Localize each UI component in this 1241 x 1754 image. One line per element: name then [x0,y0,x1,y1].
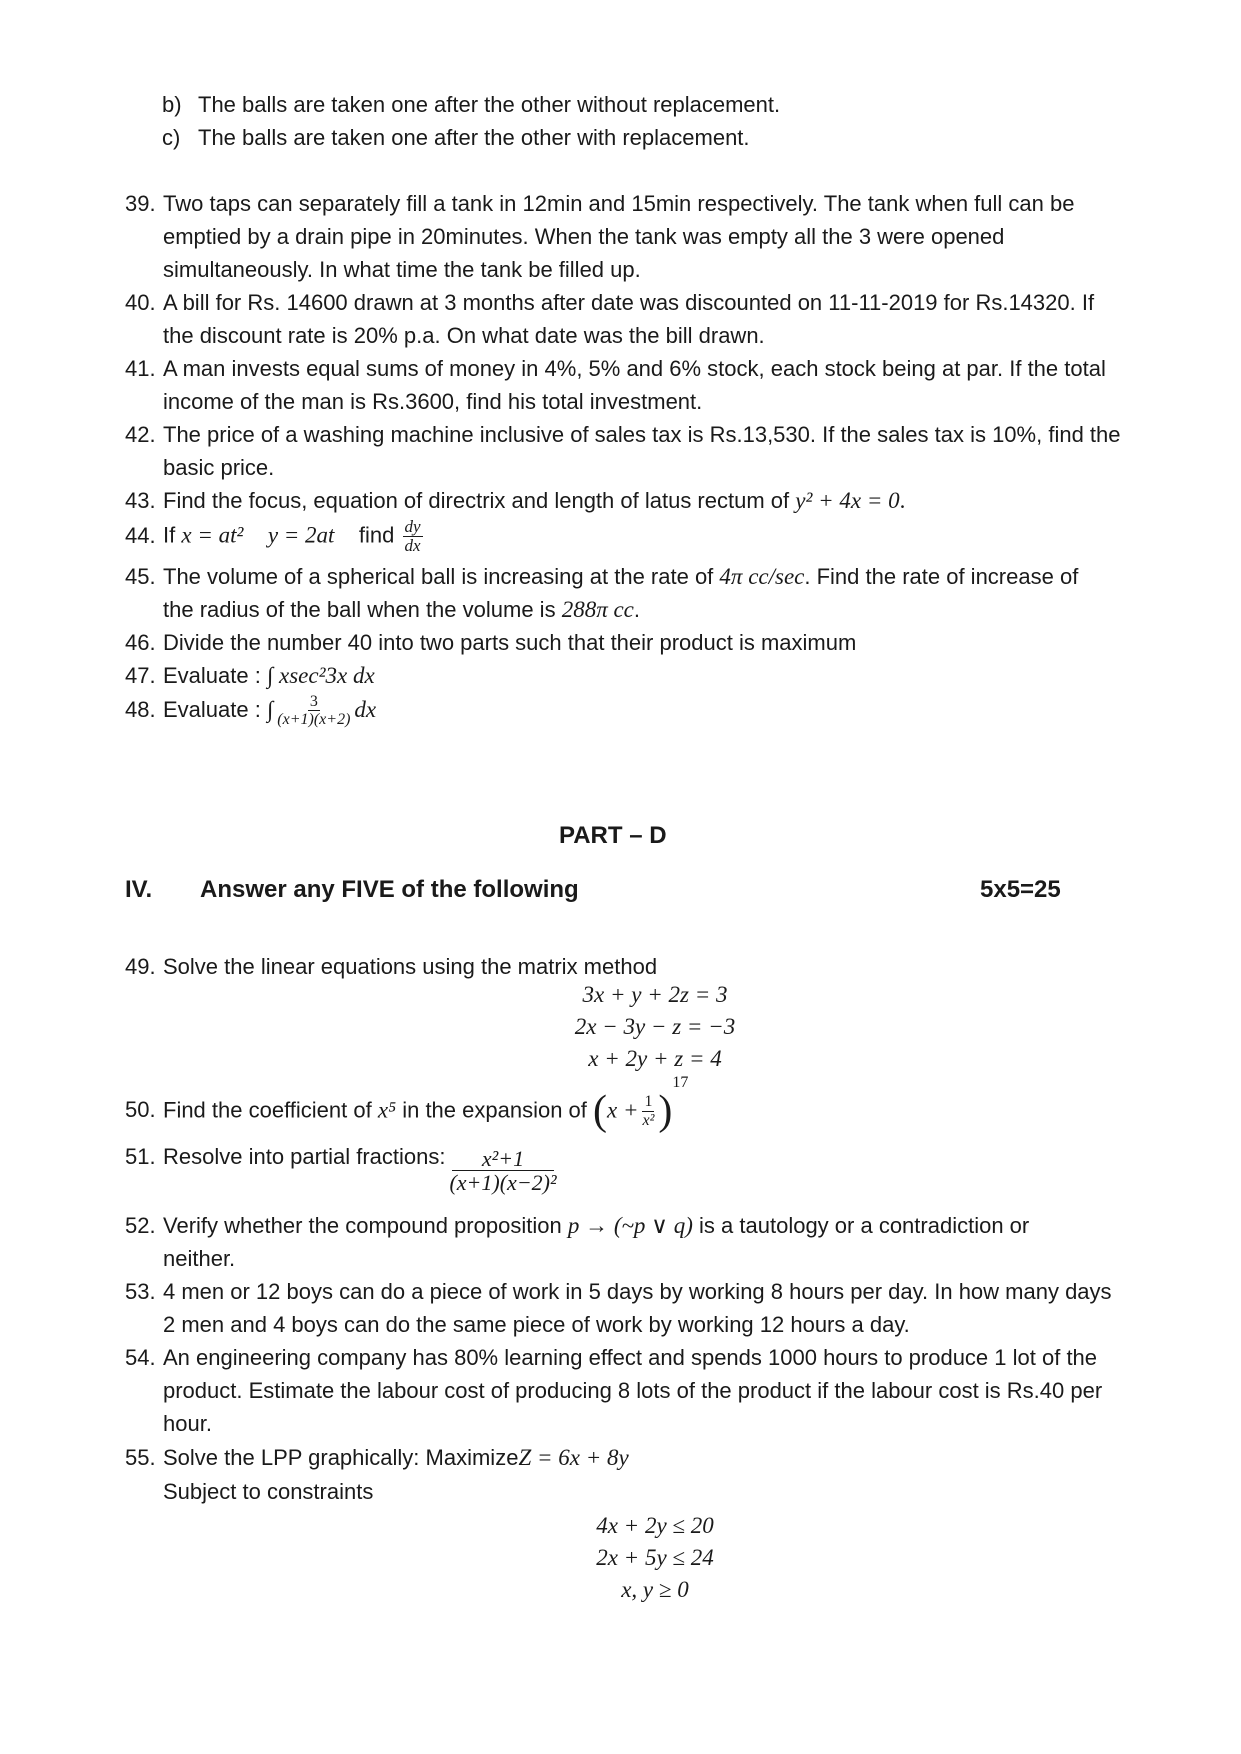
question-45-line2 [163,593,640,626]
question-45 [125,560,1078,593]
question-number: 43. [125,488,156,513]
question-43 [125,484,905,517]
question-number: 41. [125,356,156,381]
option-label: b) [162,92,182,117]
question-54-line2: product. Estimate the labour cost of producing 8 lots of the product if the labour cost is Rs.40 per [163,1378,1103,1403]
question-48 [125,693,376,729]
question-text: Evaluate : [163,663,261,688]
question-number: 49. [125,954,156,979]
question-number: 51. [125,1144,156,1169]
exponent: 17 [672,1074,689,1091]
question-text-cont: . Find the rate of increase of [804,564,1079,589]
equation-x: x = at² [181,522,244,548]
question-51 [125,1140,561,1195]
question-number: 42. [125,422,156,447]
fraction-denominator: (x+1)(x+2) [277,711,351,729]
fraction-numerator: 1 [644,1092,653,1110]
fraction-denominator: dx [404,535,421,555]
dx: dx [354,697,377,722]
option-text: The balls are taken one after the other with replacement. [198,125,750,150]
rate-expression: 4π cc/sec [719,564,805,589]
integrand-fraction [275,694,352,729]
option-label: c) [162,125,181,150]
integral-sign: ∫ [266,697,274,722]
question-number: 48. [125,697,156,722]
question-40 [125,286,1094,319]
question-text: Find the focus, equation of directrix and length of latus rectum of [163,488,790,513]
question-number: 47. [125,663,156,688]
question-41-line2: income of the man is Rs.3600, find his total investment. [163,389,703,414]
fraction-denominator: x² [642,1111,655,1129]
derivative-fraction [403,518,423,556]
question-55 [125,1441,629,1474]
question-44 [125,518,425,556]
question-number: 55. [125,1445,156,1470]
question-52 [125,1209,1029,1242]
question-text: Solve the linear equations using the matrix method [163,954,658,979]
question-50 [125,1074,689,1135]
binomial-x: x + [607,1097,639,1123]
constraint-3: x, y ≥ 0 [621,1577,689,1602]
question-text: Two taps can separately fill a tank in 12min and 15min respectively. The tank when full can be [163,191,1075,216]
question-text: Resolve into partial fractions: [163,1144,446,1169]
constraint-2: 2x + 5y ≤ 24 [596,1545,714,1570]
equation-1: 3x + y + 2z = 3 [582,982,728,1007]
question-40-line2: the discount rate is 20% p.a. On what date was the bill drawn. [163,323,765,348]
question-number: 45. [125,564,156,589]
fraction-denominator: (x+1)(x−2)² [449,1170,557,1196]
question-number: 40. [125,290,156,315]
section-instruction: Answer any FIVE of the following [200,876,579,903]
volume-expression: 288π cc [561,597,634,622]
binomial-fraction [641,1094,657,1129]
question-text: Solve the LPP graphically: Maximize [163,1445,519,1470]
question-text: Find the coefficient of [163,1097,372,1123]
question-53 [125,1275,1112,1308]
partial-fraction [447,1147,558,1195]
question-52-line2: neither. [163,1246,236,1271]
question-number: 39. [125,191,156,216]
question-text: The price of a washing machine inclusive of sales tax is Rs.13,530. If the sales tax is 10%, find the [163,422,1121,447]
question-text: If [163,522,176,548]
question-number: 53. [125,1279,156,1304]
question-53-line2: 2 men and 4 boys can do the same piece of work by working 12 hours a day. [163,1312,910,1337]
question-text: Verify whether the compound proposition [163,1213,562,1238]
left-paren: ( [593,1088,608,1135]
equation: y² + 4x = 0 [795,488,900,513]
fraction-numerator: x²+1 [452,1147,554,1171]
question-text-cont: in the expansion of [402,1097,587,1123]
option-text: The balls are taken one after the other without replacement. [198,92,781,117]
equation-2: 2x − 3y − z = −3 [574,1014,736,1039]
term-x5: x⁵ [377,1097,397,1123]
question-text: The volume of a spherical ball is increasing at the rate of [163,564,714,589]
question-number: 44. [125,522,156,548]
question-text: An engineering company has 80% learning effect and spends 1000 hours to produce 1 lot of the [163,1345,1098,1370]
question-41 [125,352,1106,385]
question-text: Evaluate : [163,697,261,722]
question-39 [125,187,1074,220]
find-label: find [358,522,395,548]
equation-3: x + 2y + z = 4 [588,1046,722,1071]
option-b [162,88,780,121]
question-number: 46. [125,630,156,655]
question-47 [125,659,375,692]
fraction-numerator: 3 [309,692,318,710]
period: . [633,597,641,622]
question-39-line3: simultaneously. In what time the tank be filled up. [163,257,641,282]
question-39-line2: emptied by a drain pipe in 20minutes. When the tank was empty all the 3 were opened [163,224,1005,249]
option-c [162,121,750,154]
question-54-line3: hour. [163,1411,212,1436]
question-46 [125,626,856,659]
constraint-1: 4x + 2y ≤ 20 [596,1513,714,1538]
question-text: A bill for Rs. 14600 drawn at 3 months after date was discounted on 11-11-2019 for Rs.14320. If [163,290,1095,315]
question-42-line2: basic price. [163,455,275,480]
part-title: PART – D [559,822,667,849]
question-42 [125,418,1121,451]
question-49 [125,950,657,983]
question-54 [125,1341,1097,1374]
right-paren: ) [658,1088,673,1135]
question-number: 52. [125,1213,156,1238]
section-marks: 5x5=25 [980,876,1061,903]
equation-y: y = 2at [267,522,335,548]
proposition: p → (~p ∨ q) [567,1213,693,1238]
section-roman: IV. [125,876,153,903]
integral-expression: ∫ xsec²3x dx [266,663,375,688]
question-text-cont: is a tautology or a contradiction or [699,1213,1030,1238]
question-text: the radius of the ball when the volume is [163,597,556,622]
period: . [899,488,906,513]
objective-function: Z = 6x + 8y [518,1445,629,1470]
fraction-numerator: dy [404,517,421,536]
question-number: 54. [125,1345,156,1370]
question-text: 4 men or 12 boys can do a piece of work in 5 days by working 8 hours per day. In how many days [163,1279,1112,1304]
question-number: 50. [125,1097,156,1123]
question-text: Divide the number 40 into two parts such that their product is maximum [163,630,857,655]
question-text: A man invests equal sums of money in 4%, 5% and 6% stock, each stock being at par. If the total [163,356,1106,381]
question-55-line2: Subject to constraints [163,1479,374,1504]
